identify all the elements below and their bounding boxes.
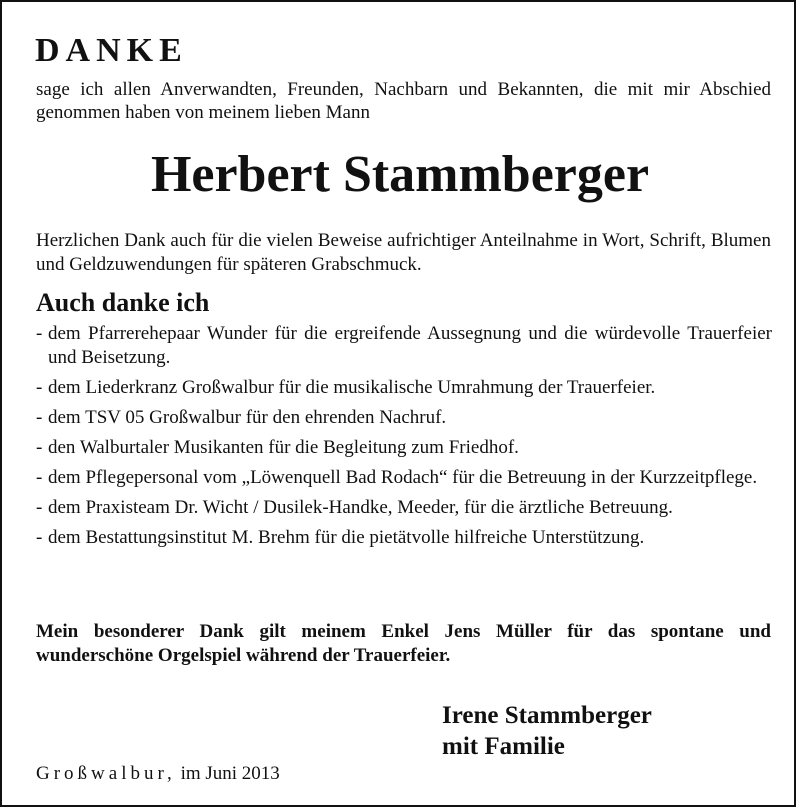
list-item-text: dem Bestattungsinstitut M. Brehm für die pietätvolle hilfreiche Unterstützung. (48, 527, 645, 548)
place-date (36, 762, 280, 786)
place: Großwalbur, (36, 763, 176, 784)
signature-name: Irene Stammberger (442, 702, 652, 729)
list-item (36, 322, 772, 370)
list-bullet: - (36, 467, 43, 488)
list-item (36, 406, 772, 430)
signature (442, 700, 652, 762)
list-item (36, 376, 772, 400)
signature-family: mit Familie (442, 733, 565, 760)
thanks-text: Herzlichen Dank auch für die vielen Beweise aufrichtiger Anteilnahme in Wort, Schrift, Blumen und Geldzuwendungen für späteren Grabschmuck. (36, 230, 771, 275)
list-item-text: dem Pflegepersonal vom „Löwenquell Bad Rodach“ für die Betreuung in der Kurzzeitpflege. (48, 467, 758, 488)
list-bullet: - (36, 497, 43, 518)
list-item-text: dem TSV 05 Großwalbur für den ehrenden Nachruf. (48, 407, 447, 428)
list-item-text: dem Pfarrerehepaar Wunder für die ergreifende Aussegnung und die würdevolle Trauerfeier und Beisetzung. (48, 323, 772, 368)
list-item (36, 436, 772, 460)
intro-text: sage ich allen Anverwandten, Freunden, Nachbarn und Bekannten, die mit mir Abschied genommen haben von meinem lieben Mann (36, 79, 771, 123)
list-item-text: den Walburtaler Musikanten für die Begleitung zum Friedhof. (48, 437, 519, 458)
list-bullet: - (36, 323, 43, 344)
list-item (36, 496, 772, 520)
deceased-name: Herbert Stammberger (150, 146, 650, 203)
list-item-text: dem Liederkranz Großwalbur für die musikalische Umrahmung der Trauerfeier. (48, 377, 656, 398)
list-item (36, 526, 772, 550)
special-thanks: Mein besonderer Dank gilt meinem Enkel Jens Müller für das spontane und wunderschöne Orgelspiel während der Trauerfeier. (36, 621, 771, 666)
list-bullet: - (36, 437, 43, 458)
list-bullet: - (36, 407, 43, 428)
notice-heading: DANKE (35, 32, 188, 69)
list-item (36, 466, 772, 490)
date: im Juni 2013 (180, 763, 280, 784)
list-item-text: dem Praxisteam Dr. Wicht / Dusilek-Handke, Meeder, für die ärztliche Betreuung. (48, 497, 673, 518)
list-bullet: - (36, 527, 43, 548)
also-thanks-heading: Auch danke ich (36, 288, 210, 317)
list-bullet: - (36, 377, 43, 398)
thanks-list (36, 322, 772, 556)
